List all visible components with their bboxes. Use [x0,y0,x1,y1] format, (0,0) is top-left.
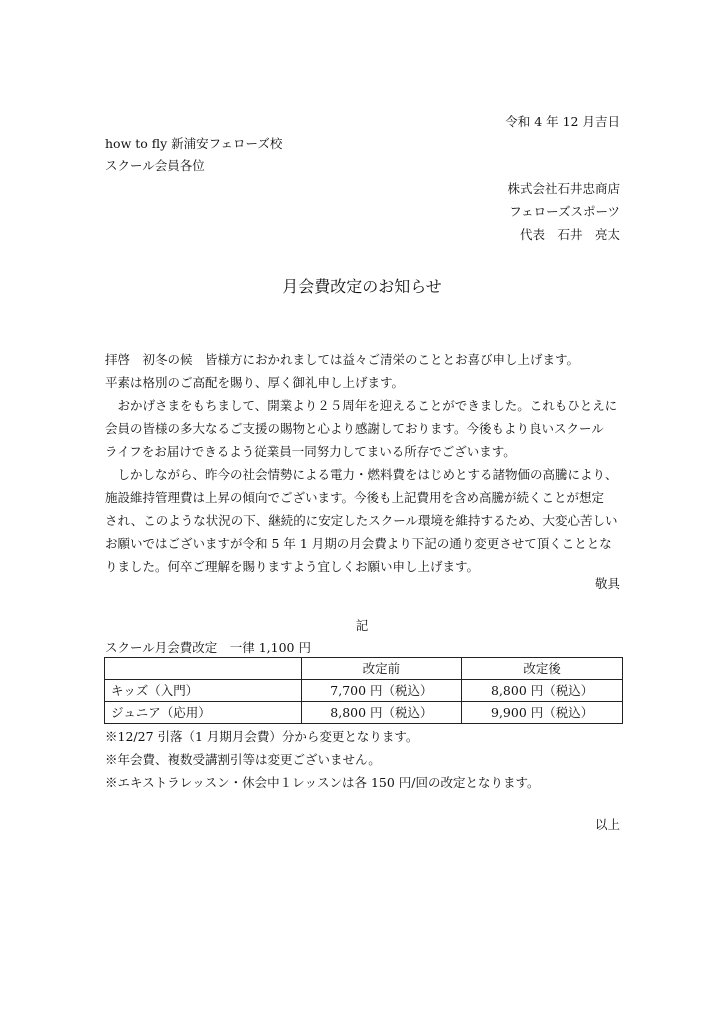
table-header-row [105,658,623,680]
table-header-cell: 改定後 [462,658,623,680]
body-line: しかしながら、昨今の社会情勢による電力・燃料費をはじめとする諸物価の高騰により、 [105,467,618,482]
note-line: ※12/27 引落（1 月期月会費）分から変更となります。 [105,729,419,744]
recipient-members: スクール会員各位 [105,158,205,173]
fee-summary: スクール月会費改定 一律 1,100 円 [105,640,311,655]
document-title: 月会費改定のお知らせ [282,277,442,296]
table-cell: 9,900 円（税込） [462,702,623,724]
letter-date: 令和 4 年 12 月吉日 [505,114,620,129]
ki-heading: 記 [355,618,369,633]
sender-department: フェローズスポーツ [509,204,620,219]
body-line: りました。何卒ご理解を賜りますよう宜しくお願い申し上げます。 [105,559,480,574]
body-line: お願いではございますが令和 5 年 1 月期の月会費より下記の通り変更させて頂くこととな [105,536,612,551]
body-line: され、このような状況の下、継続的に安定したスクール環境を維持するため、大変心苦しい [105,513,618,528]
body-text [105,348,623,578]
body-line: おかげさまをもちまして、開業より２５周年を迎えることができました。これもひとえに [105,398,618,413]
body-line: ライフをお届けできるよう従業員一同努力してまいる所存でございます。 [105,444,516,459]
table-row [105,702,623,724]
body-line: 平素は格別のご高配を賜り、厚く御礼申し上げます。 [105,375,405,390]
table-cell: 8,800 円（税込） [462,680,623,702]
body-line: 施設維持管理費は上昇の傾向でございます。今後も上記費用を含め高騰が続くことが想定 [105,490,605,505]
table-cell: ジュニア（応用） [105,702,302,724]
ending-ijou: 以上 [594,817,620,832]
note-line: ※エキストラレッスン・休会中１レッスンは各 150 円/回の改定となります。 [105,775,540,790]
table-cell: 8,800 円（税込） [301,702,462,724]
fee-table [104,657,623,724]
sender-representative: 代表 石井 亮太 [519,227,620,242]
table-cell: キッズ（入門） [105,680,302,702]
body-line: 会員の皆様の多大なるご支援の賜物と心より感謝しております。今後もより良いスクール [105,421,604,436]
table-header-cell: 改定前 [301,658,462,680]
body-line: 拝啓 初冬の候 皆様方におかれましては益々ご清栄のこととお喜び申し上げます。 [105,352,580,367]
sender-company: 株式会社石井忠商店 [507,181,620,196]
closing-keigu: 敬具 [594,576,620,591]
table-row [105,680,623,702]
table-cell: 7,700 円（税込） [301,680,462,702]
recipient-school: how to fly 新浦安フェローズ校 [105,136,283,151]
table-header-cell [105,658,302,680]
note-line: ※年会費、複数受講割引等は変更ございません。 [105,752,381,767]
